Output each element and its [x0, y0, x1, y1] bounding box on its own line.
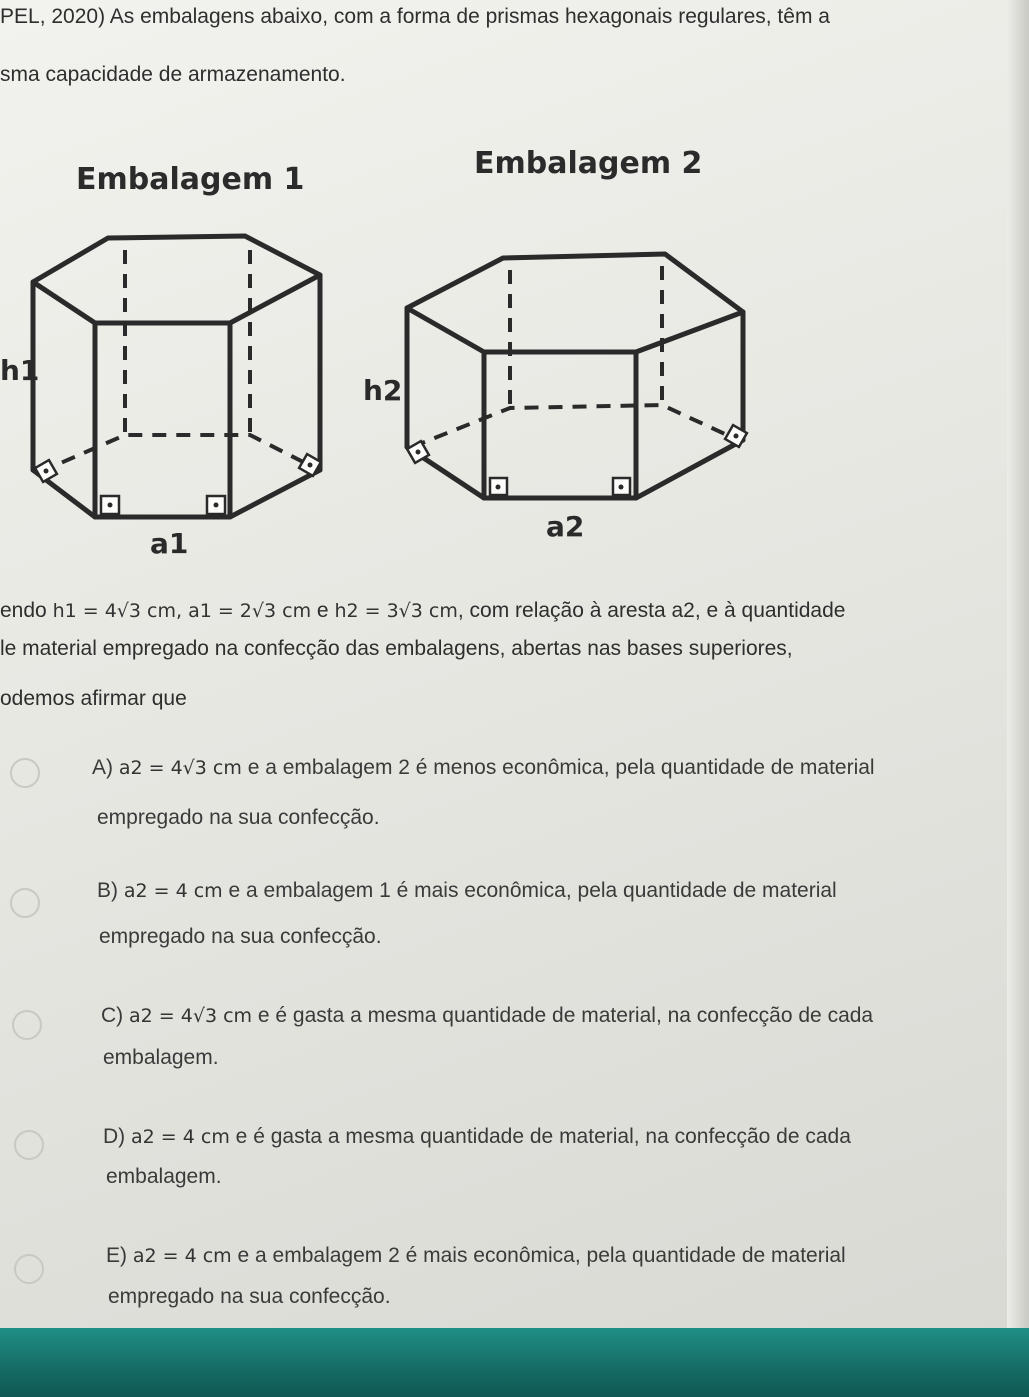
option-a-formula: a2 = 4√3 cm: [118, 757, 242, 779]
option-a-radio[interactable]: [10, 758, 40, 788]
statement-line-2: le material empregado na confecção das embalagens, abertas nas bases superiores,: [0, 637, 793, 660]
statement-line-1: endo h1 = 4√3 cm, a1 = 2√3 cm e h2 = 3√3 cm, com relação à aresta a2, e à quantidade: [0, 599, 846, 622]
label-a2: a2: [546, 510, 585, 543]
formula-a1: a1 = 2√3 cm: [188, 600, 312, 622]
option-a-line-2: empregado na sua confecção.: [97, 806, 380, 829]
formula-h1: h1 = 4√3 cm,: [52, 600, 189, 622]
prism-1-drawing: [0, 236, 321, 560]
statement-line-3: odemos afirmar que: [0, 687, 187, 710]
option-b-formula: a2 = 4 cm: [123, 880, 223, 902]
prism-1-bottom-edges: [33, 470, 320, 517]
option-d-line-1[interactable]: D) a2 = 4 cm e é gasta a mesma quantidade de material, na confecção de cada: [103, 1125, 851, 1148]
option-d-formula: a2 = 4 cm: [131, 1126, 230, 1148]
label-a1: a1: [150, 527, 189, 560]
option-e-line-2: empregado na sua confecção.: [108, 1285, 391, 1308]
prism-1-hidden-base: [40, 435, 315, 472]
prism-1-top-face: [33, 236, 320, 323]
option-e-formula: a2 = 4 cm: [132, 1245, 232, 1267]
formula-h2: h2 = 3√3 cm: [334, 600, 458, 622]
option-b-line-1[interactable]: B) a2 = 4 cm e a embalagem 1 é mais econômica, pela quantidade de material: [97, 879, 837, 902]
prism-2-drawing: [363, 254, 747, 543]
prism-2-hidden-base: [412, 405, 738, 447]
figure-title-2: Embalagem 2: [474, 146, 703, 181]
option-e-radio[interactable]: [14, 1254, 44, 1284]
screen-bottom-band: [0, 1328, 1029, 1397]
option-b-radio[interactable]: [10, 888, 40, 918]
label-h2: h2: [363, 374, 403, 407]
option-c-radio[interactable]: [12, 1010, 42, 1040]
option-c-line-2: embalagem.: [103, 1046, 219, 1069]
option-e-line-1[interactable]: E) a2 = 4 cm e a embalagem 2 é mais econômica, pela quantidade de material: [106, 1244, 846, 1267]
question-header-line-1: PEL, 2020) As embalagens abaixo, com a forma de prismas hexagonais regulares, têm a: [0, 5, 830, 28]
label-h1: h1: [0, 354, 40, 387]
option-a-line-1[interactable]: A) a2 = 4√3 cm e a embalagem 2 é menos econômica, pela quantidade de material: [92, 756, 875, 779]
option-c-line-1[interactable]: C) a2 = 4√3 cm e é gasta a mesma quantidade de material, na confecção de cada: [101, 1004, 874, 1027]
option-b-line-2: empregado na sua confecção.: [99, 925, 382, 948]
question-header-line-2: sma capacidade de armazenamento.: [0, 63, 346, 86]
prism-2-bottom-edges: [407, 440, 743, 498]
figure-title-1: Embalagem 1: [76, 162, 305, 197]
option-d-line-2: embalagem.: [106, 1165, 222, 1188]
prism-2-top-face: [407, 254, 743, 352]
option-c-formula: a2 = 4√3 cm: [129, 1005, 253, 1027]
option-d-radio[interactable]: [14, 1130, 44, 1160]
